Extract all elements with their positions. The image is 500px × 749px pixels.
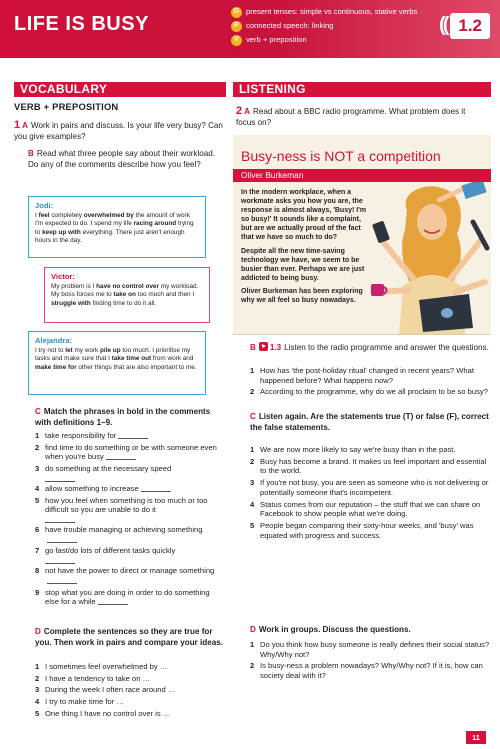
item-text: go fast/do lots of different tasks quickly bbox=[45, 546, 176, 556]
task-letter: B bbox=[28, 149, 34, 158]
topic-text: verb + preposition bbox=[246, 35, 307, 45]
item-number: 6 bbox=[35, 525, 40, 535]
statement-item bbox=[250, 521, 490, 540]
answer-blank[interactable] bbox=[47, 542, 77, 543]
comment-text: completely bbox=[49, 211, 84, 219]
answer-blank[interactable] bbox=[45, 516, 75, 523]
task-2b bbox=[250, 342, 490, 354]
comment-text: the amount of work I'm expected to do. I spend my life bbox=[35, 211, 190, 228]
definition-item bbox=[35, 464, 225, 482]
definition-item bbox=[35, 443, 225, 462]
article-paragraph: In the modern workplace, when a workmate asks you how you are, the response is almost always, 'Busy! I'm so busy!' It sounds like a complaint, but are we actually proud of the fact that we have so much to do? bbox=[241, 189, 367, 242]
task-text: Read about a BBC radio programme. What problem does it focus on? bbox=[236, 107, 466, 128]
comment-text: too much and then I bbox=[135, 291, 195, 299]
sentences-list bbox=[35, 662, 225, 721]
item-number: 2 bbox=[250, 456, 255, 466]
item-text: Status comes from our reputation – the stuff that we can share on Facebook to show people what we're doing. bbox=[260, 499, 481, 519]
sentence-item bbox=[35, 697, 225, 707]
item-number: 9 bbox=[35, 587, 40, 597]
answer-blank[interactable] bbox=[47, 583, 77, 584]
item-number: 4 bbox=[35, 483, 40, 493]
item-text: People began comparing their sixty-hour weeks, and 'busy' was equated with progress and success. bbox=[260, 521, 474, 540]
comment-text: I try not to bbox=[35, 346, 66, 354]
sentence-item bbox=[35, 662, 225, 672]
lesson-title: LIFE IS BUSY bbox=[14, 13, 149, 35]
topic-text: present tenses: simple vs continuous, stative verbs bbox=[246, 7, 418, 17]
comment-alejandra bbox=[28, 331, 206, 395]
speaker-name: Alejandra: bbox=[35, 336, 73, 345]
article-paragraph: Oliver Burkeman has been exploring why we all feel so busy nowadays. bbox=[241, 287, 363, 305]
task-letter: A bbox=[244, 107, 250, 116]
question-item bbox=[250, 366, 490, 385]
task-letter: C bbox=[35, 407, 41, 416]
bold-phrase: take on bbox=[113, 291, 136, 299]
audio-play-icon[interactable] bbox=[259, 342, 268, 351]
unit-label: 1.2 bbox=[450, 13, 490, 39]
comment-text: finding time to do it all. bbox=[90, 299, 157, 307]
busy-woman-illustration bbox=[369, 182, 491, 335]
speaker-name: Victor: bbox=[51, 272, 75, 281]
answer-blank[interactable] bbox=[106, 459, 136, 460]
statements-list bbox=[250, 445, 490, 542]
definition-item bbox=[35, 484, 225, 494]
item-text: how you feel when something is too much or too difficult so you are unable to do it bbox=[45, 495, 208, 515]
item-text: not have the power to direct or manage something bbox=[45, 566, 215, 576]
comment-text: my work bbox=[72, 346, 101, 354]
item-text: I sometimes feel overwhelmed by … bbox=[45, 662, 168, 671]
item-number: 2 bbox=[250, 661, 255, 671]
definitions-list bbox=[35, 431, 225, 609]
bold-phrase: pile up bbox=[100, 346, 121, 354]
item-text: I have a tendency to take on … bbox=[45, 673, 151, 683]
comment-text: My problem is I bbox=[51, 282, 97, 290]
task-letter: A bbox=[22, 121, 28, 130]
task-text: Match the phrases in bold in the comments with definitions 1–9. bbox=[35, 407, 211, 427]
task-1c bbox=[35, 407, 225, 428]
task-number: 2 bbox=[236, 105, 243, 117]
item-number: 1 bbox=[35, 431, 40, 440]
sentence-item bbox=[35, 674, 225, 684]
question-item bbox=[250, 640, 490, 659]
article-body bbox=[241, 188, 371, 309]
statement-item bbox=[250, 457, 490, 476]
definition-item bbox=[35, 588, 225, 607]
item-text: Do you think how busy someone is really defines their social status? Why/Why not? bbox=[260, 640, 490, 659]
task-2c bbox=[250, 412, 490, 433]
task-letter: B bbox=[250, 343, 256, 352]
bold-phrase: struggle with bbox=[51, 299, 91, 307]
bold-phrase: feel bbox=[38, 211, 50, 219]
task-text: Listen again. Are the statements true (T) or false (F), correct the false statements. bbox=[250, 412, 489, 432]
task-text: Listen to the radio programme and answer the questions. bbox=[284, 343, 489, 352]
task-number: 1 bbox=[14, 119, 21, 131]
questions-d-list bbox=[250, 640, 490, 683]
task-1b bbox=[28, 149, 226, 170]
item-number: 4 bbox=[250, 499, 255, 509]
item-text: How has 'the post-holiday ritual' changed in recent years? What happened before? What happens now? bbox=[260, 366, 474, 385]
comment-text: trying to bbox=[35, 220, 194, 236]
item-number: 1 bbox=[250, 445, 255, 454]
definition-item bbox=[35, 525, 225, 544]
page-header bbox=[0, 0, 500, 58]
statement-item bbox=[250, 500, 490, 519]
comment-victor bbox=[44, 267, 210, 323]
sentence-item bbox=[35, 709, 225, 719]
bold-phrase: overwhelmed by bbox=[83, 211, 134, 219]
item-text: Busy has become a brand. It makes us feel important and essential to the world. bbox=[260, 456, 487, 476]
definition-item bbox=[35, 431, 225, 441]
task-1d bbox=[35, 627, 225, 648]
topic-pronunciation bbox=[231, 19, 417, 33]
page-number: 11 bbox=[466, 731, 486, 744]
comment-text: I bbox=[35, 211, 39, 219]
item-number: 1 bbox=[250, 640, 255, 649]
task-text: Complete the sentences so they are true for you. Then work in pairs and compare your ideas. bbox=[35, 627, 224, 647]
task-text: Work in pairs and discuss. Is your life very busy? Can you give examples? bbox=[14, 121, 223, 142]
bold-phrase: take time out bbox=[111, 355, 152, 363]
comment-jodi bbox=[28, 196, 206, 258]
item-number: 3 bbox=[35, 464, 40, 474]
task-letter: D bbox=[35, 627, 41, 636]
item-number: 3 bbox=[35, 685, 40, 695]
topic-grammar bbox=[231, 5, 417, 19]
vocabulary-banner: VOCABULARY bbox=[14, 82, 226, 97]
question-item bbox=[250, 387, 490, 397]
speaker-name: Jodi: bbox=[35, 201, 54, 210]
item-number: 8 bbox=[35, 566, 40, 576]
task-1a bbox=[14, 118, 226, 143]
lesson-topics bbox=[231, 5, 417, 47]
task-text: Read what three people say about their workload. Do any of the comments describe how you feel? bbox=[28, 149, 216, 169]
article-author: Oliver Burkeman bbox=[233, 169, 491, 182]
topic-text: connected speech: linking bbox=[246, 21, 334, 31]
item-text: I try to make time for … bbox=[45, 697, 124, 707]
sentence-item bbox=[35, 685, 225, 695]
question-item bbox=[250, 661, 490, 680]
item-text: find time to do something or be with someone even when you're busy bbox=[45, 442, 217, 462]
article-panel bbox=[233, 135, 491, 335]
item-number: 5 bbox=[35, 708, 40, 718]
item-number: 5 bbox=[250, 521, 255, 531]
item-number: 7 bbox=[35, 546, 40, 556]
item-text: Is busy-ness a problem nowadays? Why/Why not? If it is, how can society deal with it? bbox=[260, 661, 483, 681]
answer-blank[interactable] bbox=[45, 475, 75, 482]
answer-blank[interactable] bbox=[45, 557, 75, 564]
vocabulary-badge: V bbox=[231, 35, 242, 46]
task-2d bbox=[250, 625, 490, 636]
item-number: 1 bbox=[250, 366, 255, 375]
answer-blank[interactable] bbox=[141, 491, 171, 492]
statement-item bbox=[250, 445, 490, 455]
item-text: We are now more likely to say we're busy than in the past. bbox=[260, 445, 456, 454]
article-title: Busy-ness is NOT a competition bbox=[241, 148, 441, 164]
audio-track: 1.3 bbox=[269, 343, 282, 352]
item-number: 2 bbox=[250, 387, 255, 397]
item-number: 2 bbox=[35, 673, 40, 683]
bold-phrase: let bbox=[65, 346, 73, 354]
bold-phrase: keep up with bbox=[42, 228, 81, 236]
definition-item bbox=[35, 496, 225, 523]
grammar-badge: G bbox=[231, 7, 242, 18]
questions-b-list bbox=[250, 366, 490, 399]
comment-text: everything. There just aren't enough hours in the day. bbox=[35, 228, 185, 244]
item-text: One thing I have no control over is … bbox=[45, 708, 171, 718]
task-2a bbox=[236, 104, 486, 129]
article-paragraph: Despite all the new time-saving technology we have, we seem to be busier than ever. Perhaps we are just addicted to being busy. bbox=[241, 247, 365, 282]
item-number: 4 bbox=[35, 697, 40, 707]
answer-blank[interactable] bbox=[118, 438, 148, 439]
bold-phrase: have no control over bbox=[96, 282, 159, 290]
item-number: 1 bbox=[35, 662, 40, 671]
sound-wave-icon: (( bbox=[439, 14, 447, 37]
vocabulary-subhead: VERB + PREPOSITION bbox=[14, 101, 119, 112]
item-number: 3 bbox=[250, 478, 255, 488]
item-text: have trouble managing or achieving something bbox=[45, 525, 203, 535]
task-letter: C bbox=[250, 412, 256, 421]
task-letter: D bbox=[250, 625, 256, 634]
task-text: Work in groups. Discuss the questions. bbox=[258, 625, 411, 634]
comment-text: other things that are also important to me. bbox=[76, 363, 197, 371]
item-text: allow something to increase bbox=[45, 483, 139, 493]
pronunciation-badge: P bbox=[231, 21, 242, 32]
statement-item bbox=[250, 478, 490, 497]
comment-text: from work and bbox=[151, 355, 194, 363]
definition-item bbox=[35, 546, 225, 564]
topic-vocabulary bbox=[231, 33, 417, 47]
item-text: stop what you are doing in order to do something else for a while bbox=[45, 587, 210, 607]
item-text: do something at the necessary speed bbox=[45, 464, 172, 474]
item-number: 2 bbox=[35, 442, 40, 452]
bold-phrase: make time for bbox=[35, 363, 77, 371]
item-text: During the week I often race around … bbox=[45, 685, 176, 695]
answer-blank[interactable] bbox=[98, 604, 128, 605]
definition-item bbox=[35, 566, 225, 585]
item-number: 5 bbox=[35, 495, 40, 505]
comment-text: too much. I prioritise my tasks and make sure that I bbox=[35, 346, 191, 363]
bold-phrase: racing around bbox=[133, 220, 177, 228]
item-text: If you're not busy, you are seen as someone who is not delivering or potentially someone that's incompetent. bbox=[260, 478, 489, 497]
item-text: take responsibility for bbox=[45, 431, 117, 440]
listening-banner: LISTENING bbox=[233, 82, 491, 97]
comment-text: my workload. My boss forces me to bbox=[51, 282, 199, 299]
item-text: According to the programme, why do we all proclaim to be so busy? bbox=[260, 387, 488, 397]
unit-number bbox=[439, 13, 490, 39]
